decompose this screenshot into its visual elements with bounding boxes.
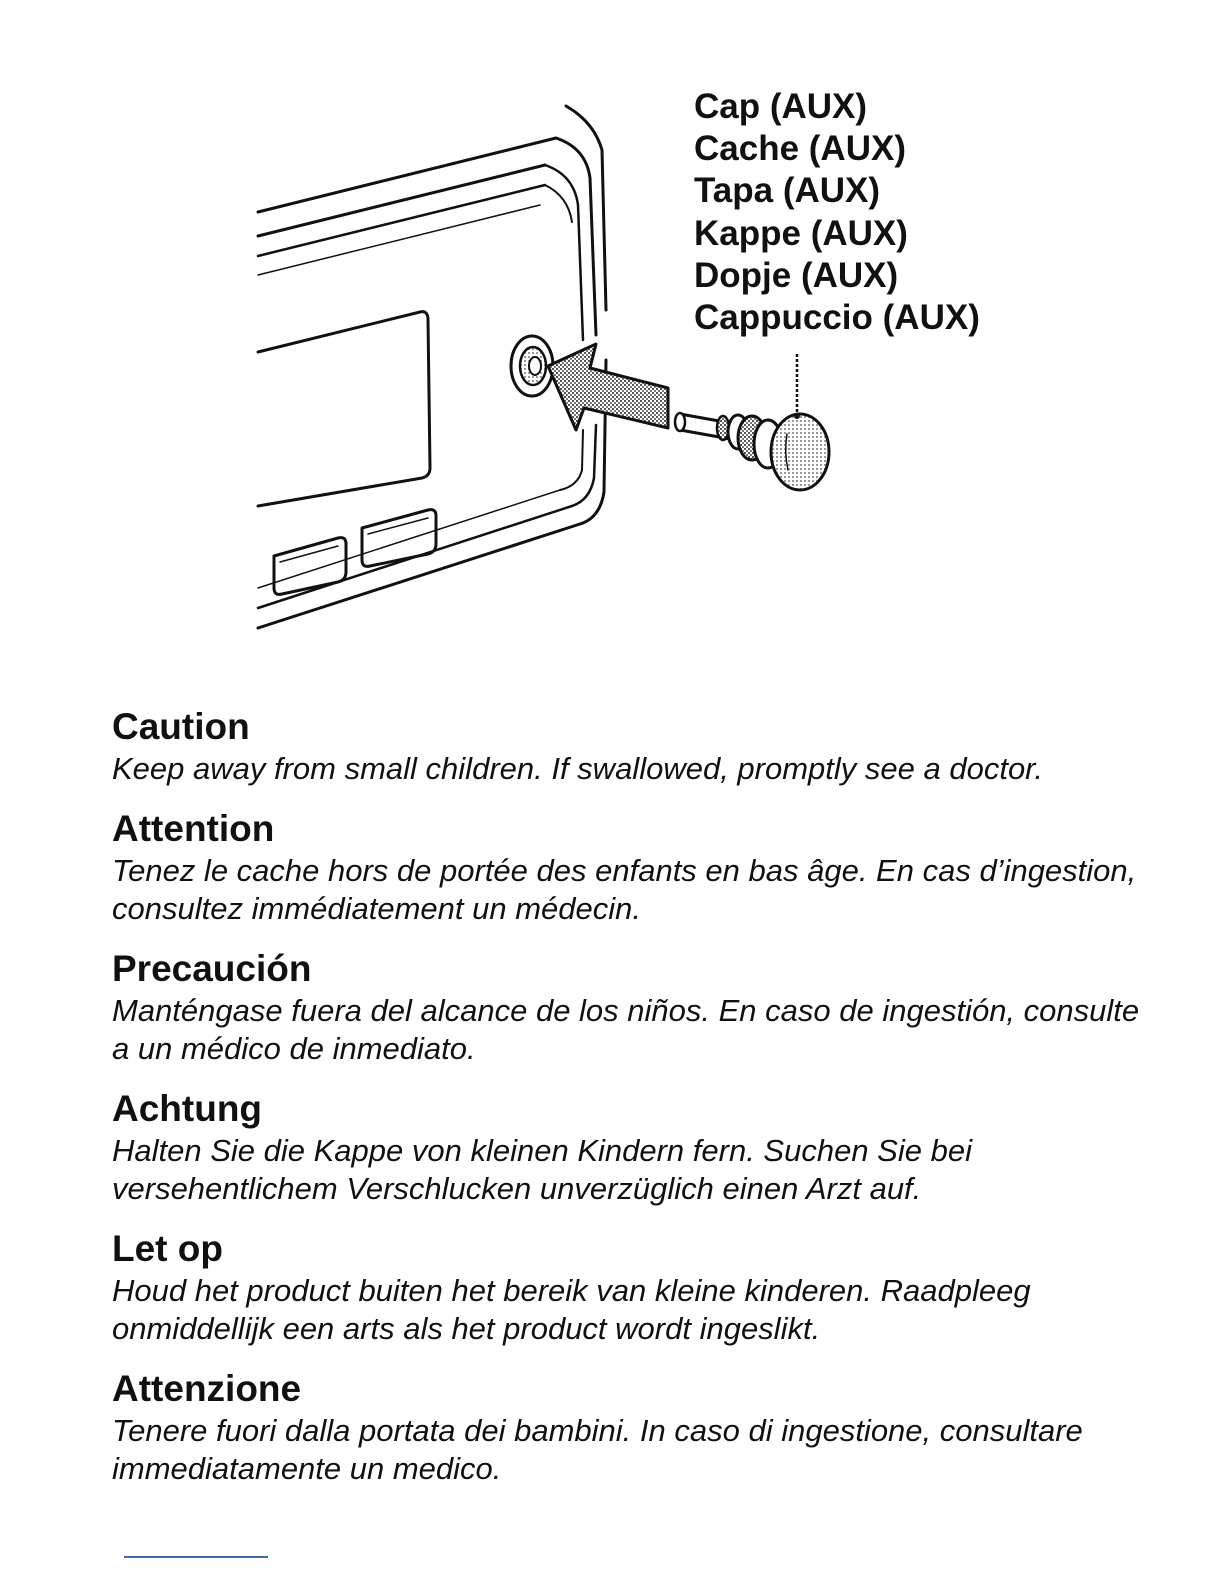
warning-fr (112, 806, 1152, 929)
aux-cap-illustration (0, 0, 1224, 680)
part-label-nl: Dopje (AUX) (694, 255, 899, 295)
warning-text: Halten Sie die Kappe von kleinen Kindern fern. Suchen Sie bei versehentlichem Verschlucken unverzüglich einen Arzt auf. (112, 1132, 972, 1206)
warning-nl (112, 1226, 1152, 1349)
part-label-list (694, 86, 980, 339)
warning-heading: Achtung (112, 1087, 263, 1129)
label-leader-line (794, 354, 800, 419)
warning-text: Tenez le cache hors de portée des enfants en bas âge. En cas d’ingestion, consultez immédiatement un médecin. (112, 852, 1137, 926)
warning-text: Keep away from small children. If swallowed, promptly see a doctor. (112, 751, 1043, 786)
warning-heading: Caution (112, 706, 250, 747)
safety-warnings (112, 704, 1152, 1506)
part-label-en: Cap (AUX) (694, 87, 868, 126)
aux-cap-part (675, 413, 829, 490)
page-footer-rule (124, 1556, 268, 1558)
warning-text: Manténgase fuera del alcance de los niños. En caso de ingestión, consulte a un médico de inmediato. (112, 992, 1140, 1066)
warning-de (112, 1086, 1152, 1209)
warning-heading: Precaución (112, 947, 312, 989)
warning-heading: Attenzione (112, 1367, 302, 1409)
warning-es (112, 946, 1152, 1069)
warning-heading: Attention (112, 807, 275, 849)
part-label-es: Tapa (AUX) (694, 171, 881, 211)
part-label-it: Cappuccio (AUX) (694, 298, 980, 338)
warning-it (112, 1366, 1152, 1489)
part-label-fr: Cache (AUX) (694, 129, 906, 169)
warning-heading: Let op (112, 1227, 223, 1269)
warning-text: Tenere fuori dalla portata dei bambini. In caso di ingestione, consultare immediatamente un medico. (112, 1412, 1083, 1486)
part-label-de: Kappe (AUX) (694, 213, 908, 253)
warning-text: Houd het product buiten het bereik van kleine kinderen. Raadpleeg onmiddellijk een arts als het product wordt ingeslikt. (112, 1272, 1031, 1346)
warning-en (112, 704, 1152, 789)
insert-direction-arrow (548, 344, 668, 430)
